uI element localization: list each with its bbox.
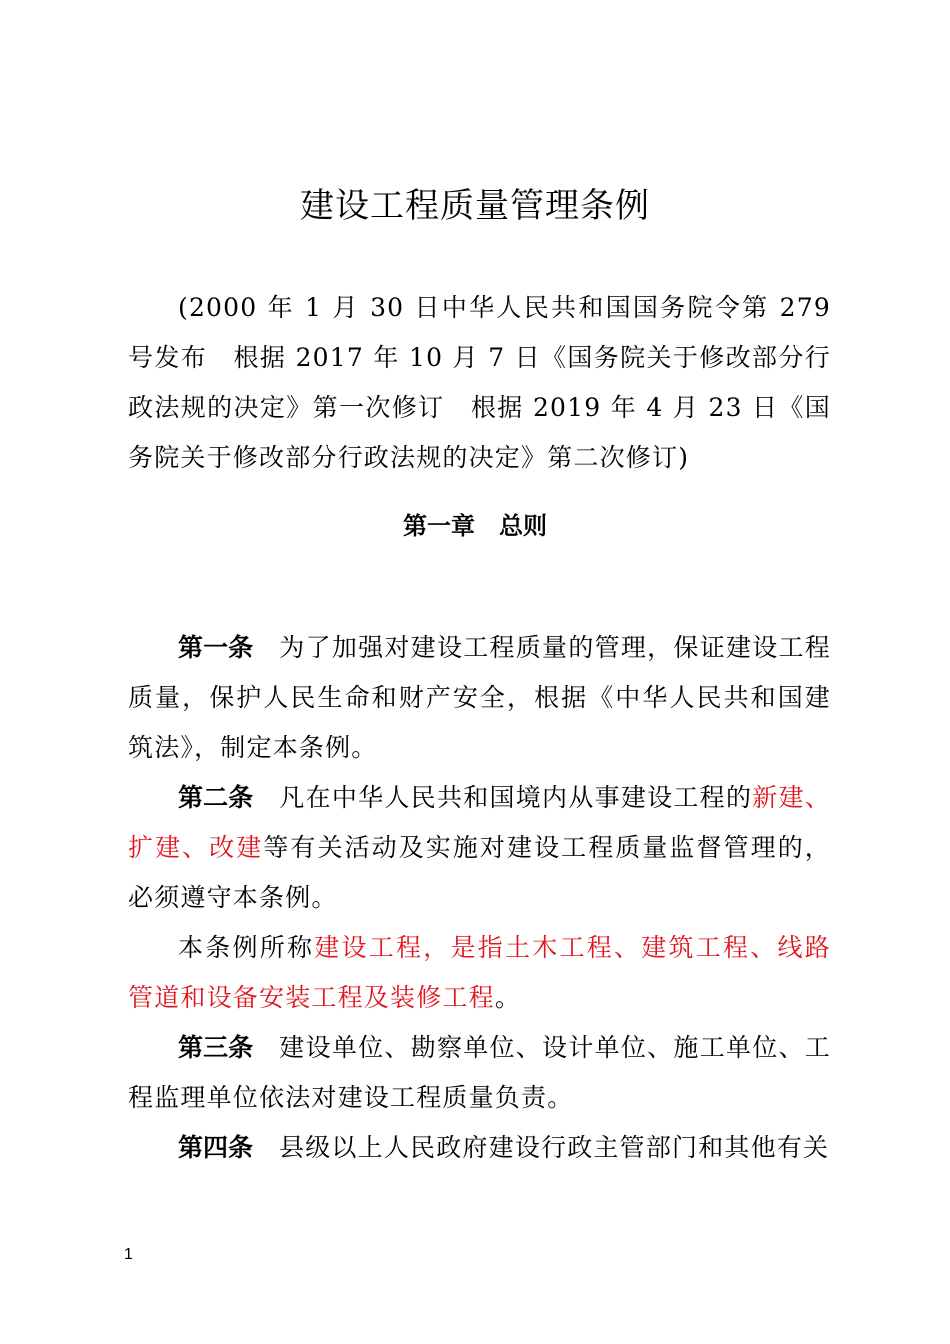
article-2-highlight: 新建、扩建、改建 bbox=[128, 783, 831, 862]
article-1-text: 为了加强对建设工程质量的管理，保证建设工程质量，保护人民生命和财产安全，根据《中华人民共和国建筑法》，制定本条例。 bbox=[128, 633, 831, 762]
article-1 bbox=[128, 623, 831, 773]
article-2b-highlight: 建设工程，是指土木工程、建筑工程、线路管道和设备安装工程及装修工程 bbox=[128, 933, 831, 1012]
page-number: 1 bbox=[124, 1246, 133, 1263]
document-title: 建设工程质量管理条例 bbox=[300, 186, 650, 226]
preamble: (2000 年 1 月 30 日中华人民共和国国务院令第 279 号发布 根据 2017 年 10 月 7 日《国务院关于修改部分行政法规的决定》第一次修订 根据 2019 年 4 月 23 日《国务院关于修改部分行政法规的决定》第二次修订) bbox=[128, 293, 831, 472]
article-4-label: 第四条 bbox=[178, 1133, 254, 1162]
article-1-label: 第一条 bbox=[178, 633, 254, 662]
chapter-heading bbox=[0, 506, 950, 546]
article-2-label: 第二条 bbox=[178, 783, 254, 812]
article-2-text-after: 等有关活动及实施对建设工程质量监督管理的，必须遵守本条例。 bbox=[128, 833, 831, 912]
article-2-paragraph-2 bbox=[128, 923, 831, 1023]
chapter-number: 第一章 bbox=[403, 512, 475, 540]
article-3-text: 建设单位、勘察单位、设计单位、施工单位、工程监理单位依法对建设工程质量负责。 bbox=[128, 1033, 831, 1112]
article-2b-text-before: 本条例所称 bbox=[178, 933, 315, 962]
article-3-label: 第三条 bbox=[178, 1033, 254, 1062]
article-4-text: 县级以上人民政府建设行政主管部门和其他有关 bbox=[279, 1133, 830, 1162]
chapter-name: 总则 bbox=[499, 512, 547, 540]
article-2-text-before: 凡在中华人民共和国境内从事建设工程的 bbox=[279, 783, 753, 812]
article-3 bbox=[128, 1023, 831, 1123]
article-4 bbox=[128, 1123, 831, 1173]
article-2 bbox=[128, 773, 831, 923]
article-2b-text-after: 。 bbox=[494, 983, 522, 1012]
